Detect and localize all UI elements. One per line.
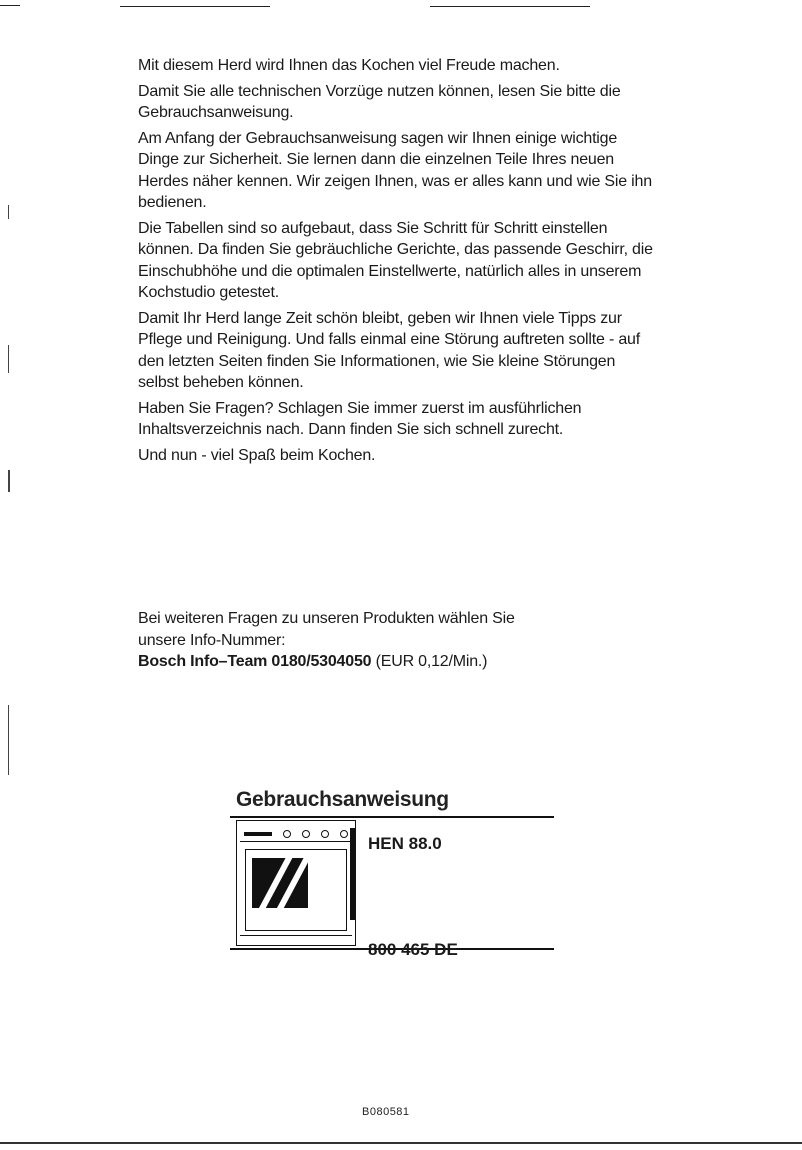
top-rule-middle — [120, 6, 270, 7]
document-title: Gebrauchsanweisung — [236, 788, 449, 811]
info-team-number: Bosch Info–Team 0180/5304050 — [138, 653, 372, 670]
scan-margin-mark — [8, 705, 9, 775]
top-rule-left — [0, 5, 20, 6]
paragraph-6: Haben Sie Fragen? Schlagen Sie immer zuerst im ausführlichen Inhaltsverzeichnis nach. Dann finden Sie sich schnell zurecht. — [138, 399, 582, 438]
oven-door — [245, 849, 347, 931]
model-number: HEN 88.0 — [368, 834, 442, 853]
contact-line-2: unsere Info-Nummer: — [138, 631, 286, 649]
title-block — [230, 788, 554, 959]
top-rule-right — [430, 6, 590, 7]
oven-knob-icon — [302, 830, 310, 838]
oven-knob-icon — [340, 830, 348, 838]
paragraph-2: Damit Sie alle technischen Vorzüge nutzen können, lesen Sie bitte die Gebrauchsanweisung. — [138, 82, 621, 121]
oven-icon — [236, 820, 356, 946]
paragraph-3: Am Anfang der Gebrauchsanweisung sagen wir Ihnen einige wichtige Dinge zur Sicherheit. Sie lernen dann die einzelnen Teile Ihres neuen Herdes näher kennen. Wir zeigen Ihnen, was er alles kann und wie Sie ihn bedienen. — [138, 129, 652, 211]
scan-margin-mark — [8, 470, 10, 492]
oven-control-panel — [240, 824, 352, 842]
bottom-rule — [0, 1142, 802, 1144]
oven-knob-icon — [283, 830, 291, 838]
contact-hotline — [138, 651, 658, 673]
paragraph-7: Und nun - viel Spaß beim Kochen. — [138, 446, 376, 464]
footer-code: B080581 — [362, 1106, 410, 1118]
intro-text — [138, 55, 658, 470]
oven-window-stripe — [252, 858, 294, 908]
oven-window — [252, 858, 308, 908]
oven-display-icon — [244, 832, 272, 836]
document-number: 800 465 DE — [368, 940, 458, 959]
paragraph-1: Mit diesem Herd wird Ihnen das Kochen viel Freude machen. — [138, 57, 560, 74]
oven-knobs — [244, 828, 348, 840]
scan-margin-mark — [8, 345, 9, 373]
paragraph-4: Die Tabellen sind so aufgebaut, dass Sie Schritt für Schritt einstellen können. Da finden Sie gebräuchliche Gerichte, das passende Geschirr, die Einschubhöhe und die optimalen Einstellwerte, natürlich alles in unserem Kochstudio getestet. — [138, 219, 653, 301]
contact-line-1: Bei weiteren Fragen zu unseren Produkten wählen Sie — [138, 610, 515, 627]
scan-margin-mark — [8, 205, 9, 219]
oven-knob-icon — [321, 830, 329, 838]
hotline-rate: (EUR 0,12/Min.) — [375, 653, 488, 670]
contact-info — [138, 608, 658, 673]
paragraph-5: Damit Ihr Herd lange Zeit schön bleibt, geben wir Ihnen viele Tipps zur Pflege und Reinigung. Und falls einmal eine Störung auftreten sollte - auf den letzten Seiten finden Sie Informationen, wie Sie kleine Störungen selbst beheben können. — [138, 309, 640, 391]
oven-base — [240, 935, 352, 942]
